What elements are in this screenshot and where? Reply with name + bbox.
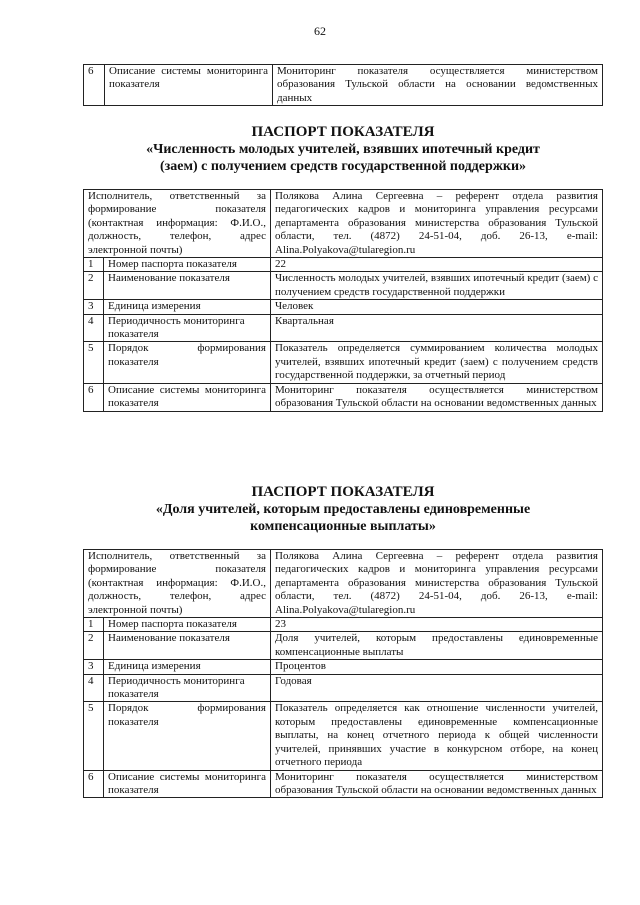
- executor-label: Исполнитель, ответственный за формирование показателя (контактная информация: Ф.И.О., должность, телефон, адрес электронной почты): [84, 190, 271, 258]
- row-number: 6: [84, 770, 104, 798]
- row-value: Процентов: [271, 660, 603, 674]
- row-label: Описание системы мониторинга показателя: [104, 770, 271, 798]
- passport-title: ПАСПОРТ ПОКАЗАТЕЛЯ: [251, 124, 435, 140]
- row-number: 2: [84, 272, 104, 300]
- table-row: [84, 65, 603, 106]
- row-number: 6: [84, 65, 105, 106]
- passport-table: [83, 549, 603, 798]
- passport-heading: [83, 484, 603, 535]
- row-value: Мониторинг показателя осуществляется министерством образования Тульской области на основании ведомственных данных: [273, 65, 603, 106]
- table-row: [84, 272, 603, 300]
- row-label: Единица измерения: [104, 300, 271, 314]
- row-value: Численность молодых учителей, взявших ипотечный кредит (заем) с получением средств государственной поддержки: [271, 272, 603, 300]
- passport-table: [83, 189, 603, 412]
- passport-subtitle: «Численность молодых учителей, взявших ипотечный кредит: [146, 142, 540, 157]
- row-label: Порядок формирования показателя: [104, 342, 271, 383]
- passport-title: ПАСПОРТ ПОКАЗАТЕЛЯ: [251, 484, 435, 500]
- row-label: Наименование показателя: [104, 272, 271, 300]
- row-label: Порядок формирования показателя: [104, 702, 271, 770]
- row-value: 22: [271, 258, 603, 272]
- executor-label: Исполнитель, ответственный за формирование показателя (контактная информация: Ф.И.О., должность, телефон, адрес электронной почты): [84, 550, 271, 618]
- table-row: [84, 258, 603, 272]
- executor-value: Полякова Алина Сергеевна – референт отдела развития педагогических кадров и мониторинга управления ресурсами департамента образования министерства образования Тульской области, тел. (4872) 24-51-04, доб. 26-13, e-mail: Alina.Polyakova@tularegion.ru: [271, 190, 603, 258]
- row-number: 1: [84, 618, 104, 632]
- table-row: [84, 702, 603, 770]
- table-row: [84, 660, 603, 674]
- passport-subtitle: «Доля учителей, которым предоставлены единовременные: [155, 502, 531, 517]
- row-value: Доля учителей, которым предоставлены единовременные компенсационные выплаты: [271, 632, 603, 660]
- row-number: 4: [84, 314, 104, 342]
- row-label: Описание системы мониторинга показателя: [104, 383, 271, 411]
- table-row: [84, 190, 603, 258]
- passport-subtitle: компенсационные выплаты»: [250, 519, 436, 534]
- passport-subtitle: (заем) с получением средств государственной поддержки»: [159, 159, 527, 174]
- row-number: 4: [84, 674, 104, 702]
- row-value: Мониторинг показателя осуществляется министерством образования Тульской области на основании ведомственных данных: [271, 383, 603, 411]
- row-label: Периодичность мониторинга показателя: [104, 674, 271, 702]
- row-number: 1: [84, 258, 104, 272]
- table-row: [84, 770, 603, 798]
- table-row: [84, 632, 603, 660]
- row-value: Квартальная: [271, 314, 603, 342]
- row-value: 23: [271, 618, 603, 632]
- row-value: Показатель определяется как отношение численности учителей, которым предоставлены единовременные компенсационные выплаты, на конец отчетного периода к общей численности учителей, принявших участие в конкурсном отборе, на конец отчетного периода: [271, 702, 603, 770]
- continuation-table: [83, 64, 603, 106]
- row-number: 5: [84, 342, 104, 383]
- table-row: [84, 674, 603, 702]
- table-row: [84, 383, 603, 411]
- row-number: 3: [84, 660, 104, 674]
- row-number: 5: [84, 702, 104, 770]
- table-row: [84, 550, 603, 618]
- page-number: 62: [314, 24, 326, 38]
- row-label: Номер паспорта показателя: [104, 258, 271, 272]
- row-number: 6: [84, 383, 104, 411]
- executor-value: Полякова Алина Сергеевна – референт отдела развития педагогических кадров и мониторинга управления ресурсами департамента образования министерства образования Тульской области, тел. (4872) 24-51-04, доб. 26-13, e-mail: Alina.Polyakova@tularegion.ru: [271, 550, 603, 618]
- table-row: [84, 300, 603, 314]
- row-label: Номер паспорта показателя: [104, 618, 271, 632]
- row-number: 3: [84, 300, 104, 314]
- row-value: Мониторинг показателя осуществляется министерством образования Тульской области на основании ведомственных данных: [271, 770, 603, 798]
- table-row: [84, 342, 603, 383]
- row-value: Человек: [271, 300, 603, 314]
- row-label: Наименование показателя: [104, 632, 271, 660]
- row-number: 2: [84, 632, 104, 660]
- table-row: [84, 618, 603, 632]
- row-value: Показатель определяется суммированием количества молодых учителей, взявших ипотечный кредит (заем) с получением средств государственной поддержки, за отчетный период: [271, 342, 603, 383]
- row-label: Периодичность мониторинга показателя: [104, 314, 271, 342]
- passport-heading: [83, 124, 603, 175]
- row-value: Годовая: [271, 674, 603, 702]
- row-label: Единица измерения: [104, 660, 271, 674]
- table-row: [84, 314, 603, 342]
- row-label: Описание системы мониторинга показателя: [105, 65, 273, 106]
